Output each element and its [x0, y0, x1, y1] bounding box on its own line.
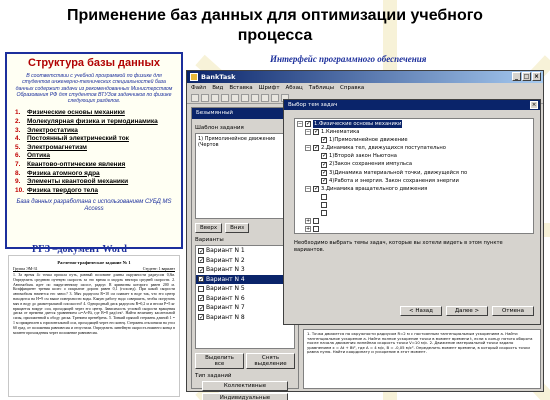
tree-node-label: 1)Прямолинейное движение: [329, 137, 408, 144]
tree-node[interactable]: [297, 217, 531, 225]
tree-node[interactable]: [297, 209, 531, 217]
variant-row[interactable]: [196, 303, 294, 313]
new-icon[interactable]: [191, 94, 199, 102]
doc-meta: [13, 266, 175, 272]
italic-icon[interactable]: [271, 94, 279, 102]
tree-node-label: 2)Закон сохранения импульса: [329, 161, 413, 168]
tree-node[interactable]: [297, 193, 531, 201]
collective-button[interactable]: Коллективные: [202, 381, 288, 391]
menu-tables[interactable]: Таблицы: [308, 85, 335, 91]
order-buttons: [195, 223, 295, 233]
db-section-label: Физические основы механики: [27, 109, 125, 117]
select-all-button[interactable]: Выделить все: [195, 353, 244, 369]
print-icon[interactable]: [221, 94, 229, 102]
save-icon[interactable]: [211, 94, 219, 102]
variant-checkbox[interactable]: [198, 295, 204, 301]
db-section-number: 7.: [15, 161, 21, 169]
db-section-item: [15, 118, 181, 127]
close-icon[interactable]: ×: [533, 73, 540, 80]
variant-label: Вариант N 6: [206, 294, 245, 302]
db-section-number: 5.: [15, 143, 21, 151]
tree-checkbox[interactable]: [321, 202, 327, 208]
variant-checkbox[interactable]: [198, 314, 204, 320]
db-section-item: [15, 144, 181, 153]
db-section-item: [15, 161, 181, 170]
slide-title-line-1: Применение баз данных для оптимизации учебного: [67, 7, 483, 24]
tree-node[interactable]: [297, 201, 531, 209]
tree-node-label: 3.Динамика вращательного движения: [321, 185, 428, 192]
tree-checkbox[interactable]: [321, 210, 327, 216]
tree-checkbox[interactable]: [321, 153, 327, 159]
db-section-number: 3.: [15, 126, 21, 134]
db-section-number: 8.: [15, 169, 21, 177]
collapse-icon[interactable]: −: [306, 129, 311, 136]
db-section-label: Квантово-оптические явления: [27, 161, 126, 169]
tree-checkbox[interactable]: [305, 121, 311, 127]
tree-node[interactable]: [297, 169, 531, 177]
maximize-icon[interactable]: □: [523, 73, 530, 80]
menu-help[interactable]: Справка: [340, 85, 365, 91]
expand-icon[interactable]: +: [306, 218, 311, 225]
template-item[interactable]: 1) Прямолинейное движение (Чертов: [198, 136, 276, 148]
topic-selection-dialog: [283, 99, 541, 325]
doc-body: 1. За время 4с точка прошла путь, равный половине длины окружности радиусом 0,8м. Определить среднюю путевую скорость за это время и модуль вектора средней скорости. 2. Автомобиль идет по закругленному шоссе, радиус R кривизны которого равен 200 м. Коэффициент трения колес о покрытие дороги равен 0,1 (гололед). При какой скорости автомобиля начнется его занос? 3. Мяч радиусом R=10 см плавает в воде так, что его центр находится на Н=9 см выше поверхности воды. Какую работу надо совершить, чтобы погрузить мяч в воду до диаметральной плоскости? 4. Однородный диск радиусом R=0,2 м и весом Р=5 кг вращается вокруг оси, проходящей через его центр. Зависимость угловой скорости вращения диска от времени дается уравнением ω=A+Bt, где B=8 рад/сек². Найти величину касательной силы, приложенной к ободу диска. Трением пренебречь. 5. Тонкий прямой стержень длиной 1 = 1 м прикреплен к горизонтальной оси, проходящей через его конец. Стержень отклонили на угол 60 град. от положения равновесия и отпустили. Определить линейную скорость нижнего конца в момент прохождения через положение равновесия.: [13, 273, 175, 335]
variant-label: Вариант N 3: [206, 266, 245, 273]
bold-icon[interactable]: [261, 94, 269, 102]
db-section-number: 6.: [15, 152, 21, 160]
tree-node[interactable]: [297, 160, 531, 168]
variant-list: [195, 245, 295, 349]
tree-checkbox[interactable]: [321, 170, 327, 176]
variant-checkbox[interactable]: [198, 286, 204, 292]
db-section-number: 1.: [15, 109, 21, 117]
variant-label: Вариант N 7: [206, 304, 245, 311]
window-titlebar: [187, 71, 543, 83]
db-section-item: [15, 170, 181, 179]
variant-selection-buttons: [195, 353, 295, 369]
menu-file[interactable]: Файл: [191, 85, 207, 91]
menu-font[interactable]: Шрифт: [258, 85, 280, 91]
dialog-buttons: [400, 306, 534, 316]
variant-label: Вариант N 8: [206, 313, 245, 321]
next-button[interactable]: Далее >: [446, 306, 488, 316]
tree-node-label: 1)Второй закон Ньютона: [329, 153, 397, 160]
db-section-label: Элементы квантовой механики: [27, 178, 129, 186]
child-window-title: Безымянный: [192, 108, 298, 119]
db-section-item: [15, 127, 181, 136]
back-button[interactable]: < Назад: [400, 306, 442, 316]
variant-label: Вариант N 1: [206, 247, 245, 254]
variant-checkbox[interactable]: [198, 276, 204, 282]
task-text-preview: 1. Точка движется по окружности радиусом R=2 м с постоянным тангенциальным ускорением а. Найти тангенциальное ускорение а. Найти полное ускорение точки в момент времени t, если к концу пятого оборота после начала движения линейная скорость точки V=10 м/с. 2. Движение материальной точки задано уравнением x = At + Bt², где A = 4 м/с, B = -0,05 м/с². Определить момент времени, в который скорость точки равна нулю. Найти координату и ускорение в этот момент.: [303, 329, 541, 389]
cancel-button[interactable]: Отмена: [492, 306, 534, 316]
expand-icon[interactable]: +: [306, 226, 311, 233]
menubar: [187, 83, 543, 93]
db-section-label: Оптика: [27, 152, 51, 160]
tree-node[interactable]: [297, 177, 531, 185]
tree-node[interactable]: [297, 136, 531, 144]
variant-row[interactable]: [196, 294, 294, 304]
tree-node-label: 2.Динамика тел, движущихся поступательно: [321, 145, 446, 152]
db-section-number: 4.: [15, 135, 21, 143]
db-panel-title: Структура базы данных: [28, 57, 160, 69]
db-section-item: [15, 187, 181, 196]
tree-checkbox[interactable]: [313, 129, 319, 135]
db-section-label: Физика твердого тела: [27, 186, 98, 194]
db-section-number: 9.: [15, 178, 21, 186]
db-section-number: 2.: [15, 118, 21, 126]
db-section-label: Электромагнетизм: [27, 143, 87, 151]
variant-checkbox[interactable]: [198, 267, 204, 273]
db-section-item: [15, 135, 181, 144]
cut-icon[interactable]: [231, 94, 239, 102]
clear-selection-button[interactable]: Снять выделение: [246, 353, 295, 369]
word-document-preview: [8, 255, 180, 397]
minimize-icon[interactable]: _: [512, 72, 521, 81]
collapse-icon[interactable]: −: [306, 185, 311, 192]
variant-row[interactable]: [196, 256, 294, 266]
db-section-number: 10.: [15, 186, 25, 194]
move-up-button[interactable]: Вверх: [195, 223, 222, 233]
dialog-instruction: Необходимо выбрать темы задач, которые вы хотели видеть в этом пункте вариантов.: [294, 240, 503, 253]
dialog-titlebar: [284, 100, 540, 110]
database-structure-panel: [5, 52, 183, 249]
doc-student: Студент: 1 вариант: [142, 266, 175, 271]
menu-insert[interactable]: Вставка: [229, 85, 253, 91]
app-icon: [190, 73, 198, 81]
window-title: BankTask: [201, 73, 236, 81]
move-down-button[interactable]: Вниз: [225, 223, 249, 233]
tree-node-label: 1.Физические основы механики: [314, 121, 402, 127]
word-document-label: РГЗ –документ Word: [32, 244, 127, 255]
variant-row[interactable]: [196, 284, 294, 294]
db-section-item: [15, 152, 181, 161]
variant-checkbox[interactable]: [198, 248, 204, 254]
banktask-window: [186, 70, 544, 400]
db-section-label: Молекулярная физика и термодинамика: [27, 118, 158, 126]
variant-checkbox[interactable]: [198, 305, 204, 311]
collapse-icon[interactable]: −: [306, 145, 311, 152]
open-icon[interactable]: [201, 94, 209, 102]
variants-label: Варианты: [195, 237, 224, 243]
dialog-title: Выбор тем задач: [288, 102, 338, 108]
variant-row[interactable]: [196, 313, 294, 323]
slide-title: [0, 6, 550, 46]
tree-node[interactable]: [297, 225, 531, 233]
tree-checkbox[interactable]: [321, 137, 327, 143]
db-panel-footer: База данных разработана с использованием СУБД MS Access: [16, 199, 172, 213]
variant-row[interactable]: [196, 246, 294, 256]
db-section-label: Физика атомного ядра: [27, 169, 100, 177]
tree-node[interactable]: [297, 144, 531, 152]
individual-button[interactable]: Индивидуальные: [202, 393, 288, 400]
db-section-list: [15, 109, 181, 195]
tree-node[interactable]: [297, 120, 531, 128]
tree-checkbox[interactable]: [321, 178, 327, 184]
db-panel-intro: В соответствии с учебной программой по физике для студентов инженерно-технических специальностей база данных содержит задачи из рекомендованных Министерством Образования РФ для студентов ВТУЗов задачников по физике следующих разделов.: [15, 73, 173, 105]
tree-node[interactable]: [297, 128, 531, 136]
db-section-label: Постоянный электрический ток: [27, 135, 129, 143]
tree-checkbox[interactable]: [321, 162, 327, 168]
collapse-icon[interactable]: −: [298, 121, 303, 128]
variant-label: Вариант N 4: [206, 275, 245, 283]
variant-row[interactable]: [196, 265, 294, 275]
variant-label: Вариант N 2: [206, 256, 245, 264]
db-section-label: Электростатика: [27, 126, 78, 134]
interface-label: Интерфейс программного обеспечения: [270, 54, 427, 64]
template-list[interactable]: [195, 133, 295, 219]
variant-checkbox[interactable]: [198, 257, 204, 263]
variant-row-selected[interactable]: [196, 275, 294, 285]
db-section-item: [15, 109, 181, 118]
window-controls: [512, 72, 541, 81]
tree-node-label: 3)Динамика материальной точки, движущейся по: [329, 169, 468, 176]
task-type-label: Тип заданий: [195, 373, 232, 379]
tree-node[interactable]: [297, 152, 531, 160]
dialog-close-icon[interactable]: ×: [531, 102, 537, 108]
doc-heading: Расчетно-графическое задание № 1: [57, 260, 131, 265]
tree-checkbox[interactable]: [321, 194, 327, 200]
menu-paragraph[interactable]: Абзац: [285, 85, 303, 91]
tree-checkbox[interactable]: [313, 186, 319, 192]
topic-tree: [294, 118, 534, 234]
menu-view[interactable]: Вид: [212, 85, 224, 91]
copy-icon[interactable]: [241, 94, 249, 102]
tree-checkbox[interactable]: [313, 226, 319, 232]
tree-checkbox[interactable]: [313, 145, 319, 151]
variant-label: Вариант N 5: [206, 285, 245, 292]
db-section-item: [15, 178, 181, 187]
tree-node-label: 1.Кинематика: [321, 129, 360, 136]
slide-title-line-2: процесса: [237, 27, 313, 44]
tree-node-label: 4)Работа и энергия. Закон сохранения энергии: [329, 177, 459, 184]
paste-icon[interactable]: [251, 94, 259, 102]
tree-checkbox[interactable]: [313, 218, 319, 224]
tree-node[interactable]: [297, 185, 531, 193]
doc-group: Группа ЭМ-31: [13, 266, 38, 271]
template-label: Шаблон задания: [195, 125, 244, 131]
